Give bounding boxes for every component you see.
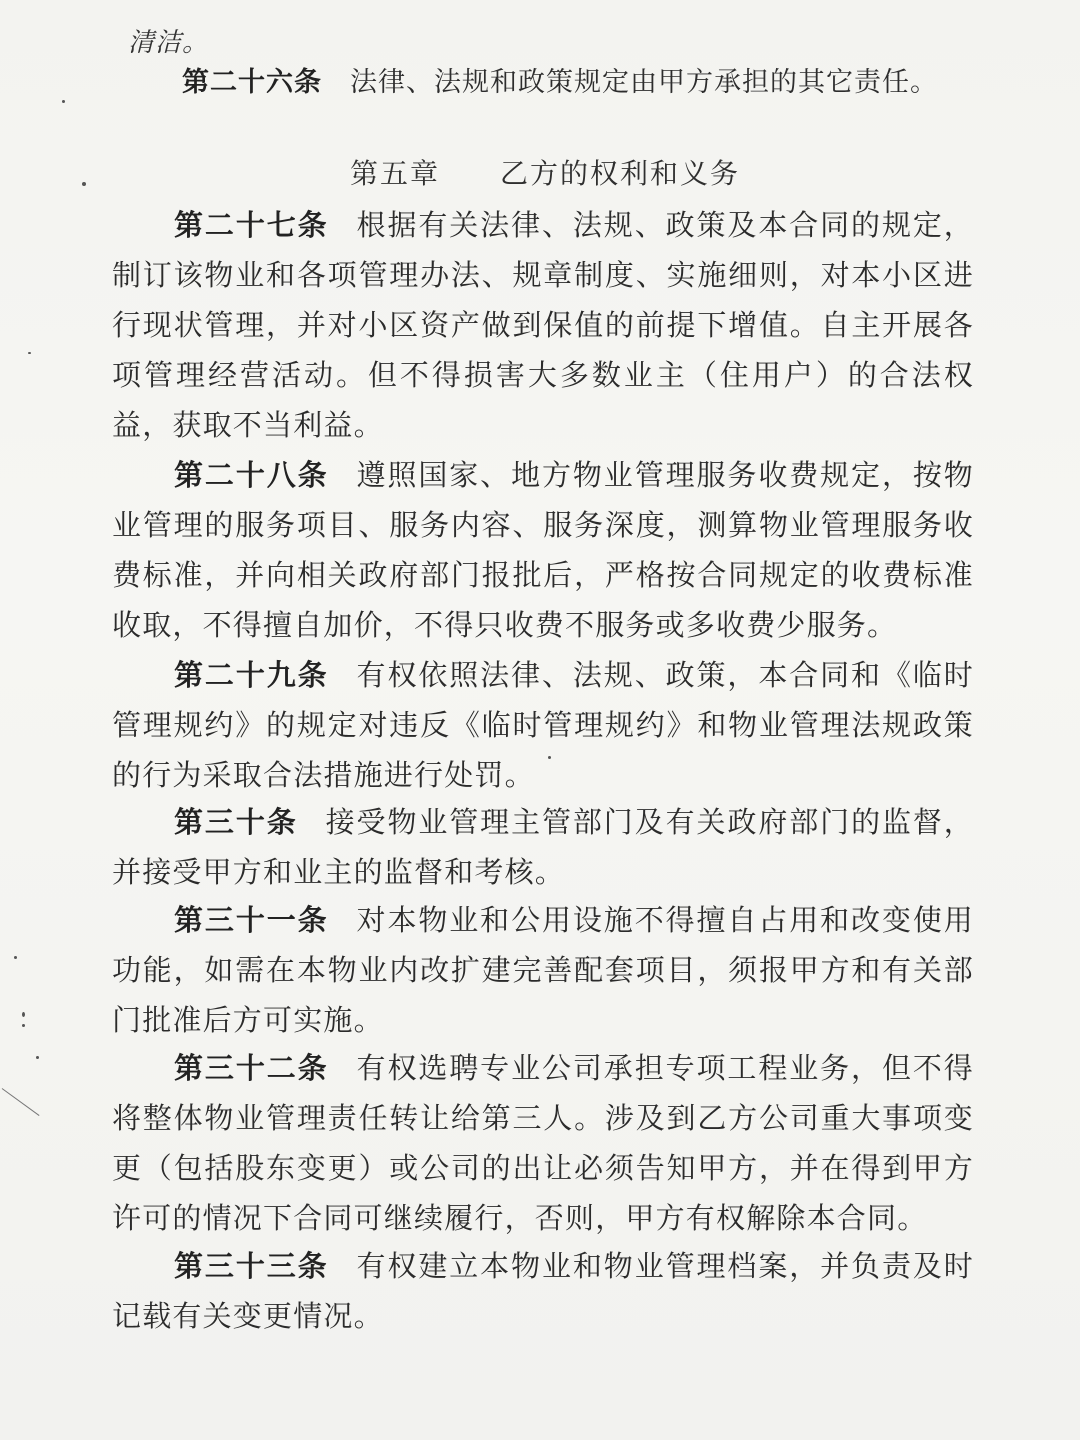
- article-30: [112, 797, 974, 897]
- article-number: 第三十二条: [174, 1051, 329, 1085]
- scan-speck: [548, 756, 551, 759]
- chapter-title: 乙方的权利和义务: [500, 157, 741, 190]
- article-text: 对本物业和公用设施不得擅自占用和改变使用功能，如需在本物业内改扩建完善配套项目，须报甲方和有关部门批准后方可实施。: [112, 903, 974, 1037]
- scan-stroke: [2, 1088, 40, 1116]
- scan-speck: [14, 956, 17, 959]
- article-text: 有权建立本物业和物业管理档案，并负责及时记载有关变更情况。: [112, 1249, 974, 1333]
- article-33: [112, 1241, 974, 1341]
- article-number: 第二十九条: [174, 658, 329, 692]
- scan-speck: [22, 1024, 25, 1027]
- article-text: 接受物业管理主管部门及有关政府部门的监督，并接受甲方和业主的监督和考核。: [112, 805, 974, 889]
- scan-speck: [22, 1012, 25, 1017]
- article-number: 第二十八条: [174, 458, 329, 492]
- scan-speck: [62, 100, 65, 103]
- article-number: 第三十三条: [174, 1249, 329, 1283]
- article-number: 第三十一条: [174, 903, 329, 937]
- article-number: 第三十条: [174, 805, 298, 839]
- article-27: [112, 200, 974, 450]
- article-number: 第二十七条: [174, 208, 329, 242]
- article-text: 有权依照法律、法规、政策，本合同和《临时管理规约》的规定对违反《临时管理规约》和物业管理法规政策的行为采取合法措施进行处罚。: [112, 658, 974, 792]
- article-text: 遵照国家、地方物业管理服务收费规定，按物业管理的服务项目、服务内容、服务深度，测算物业管理服务收费标准，并向相关政府部门报批后，严格按合同规定的收费标准收取，不得擅自加价，不得只收费不服务或多收费少服务。: [112, 458, 974, 642]
- article-32: [112, 1043, 974, 1243]
- article-26: [182, 60, 938, 99]
- article-text: 有权选聘专业公司承担专项工程业务，但不得将整体物业管理责任转让给第三人。涉及到乙方公司重大事项变更（包括股东变更）或公司的出让必须告知甲方，并在得到甲方许可的情况下合同可继续履行，否则，甲方有权解除本合同。: [112, 1051, 974, 1235]
- article-number: 第二十六条: [182, 67, 322, 98]
- article-text: 根据有关法律、法规、政策及本合同的规定，制订该物业和各项管理办法、规章制度、实施细则，对本小区进行现状管理，并对小区资产做到保值的前提下增值。自主开展各项管理经营活动。但不得损害大多数业主（住用户）的合法权益，获取不当利益。: [112, 208, 974, 442]
- continued-text-fragment: 清洁。: [128, 28, 210, 58]
- article-text: 法律、法规和政策规定由甲方承担的其它责任。: [350, 67, 938, 98]
- chapter-heading: [350, 152, 740, 192]
- scan-speck: [36, 1056, 39, 1059]
- scan-speck: [28, 352, 31, 354]
- article-29: [112, 650, 974, 800]
- scan-speck: [82, 182, 86, 186]
- article-28: [112, 450, 974, 650]
- article-31: [112, 895, 974, 1045]
- chapter-number: 第五章: [350, 157, 441, 190]
